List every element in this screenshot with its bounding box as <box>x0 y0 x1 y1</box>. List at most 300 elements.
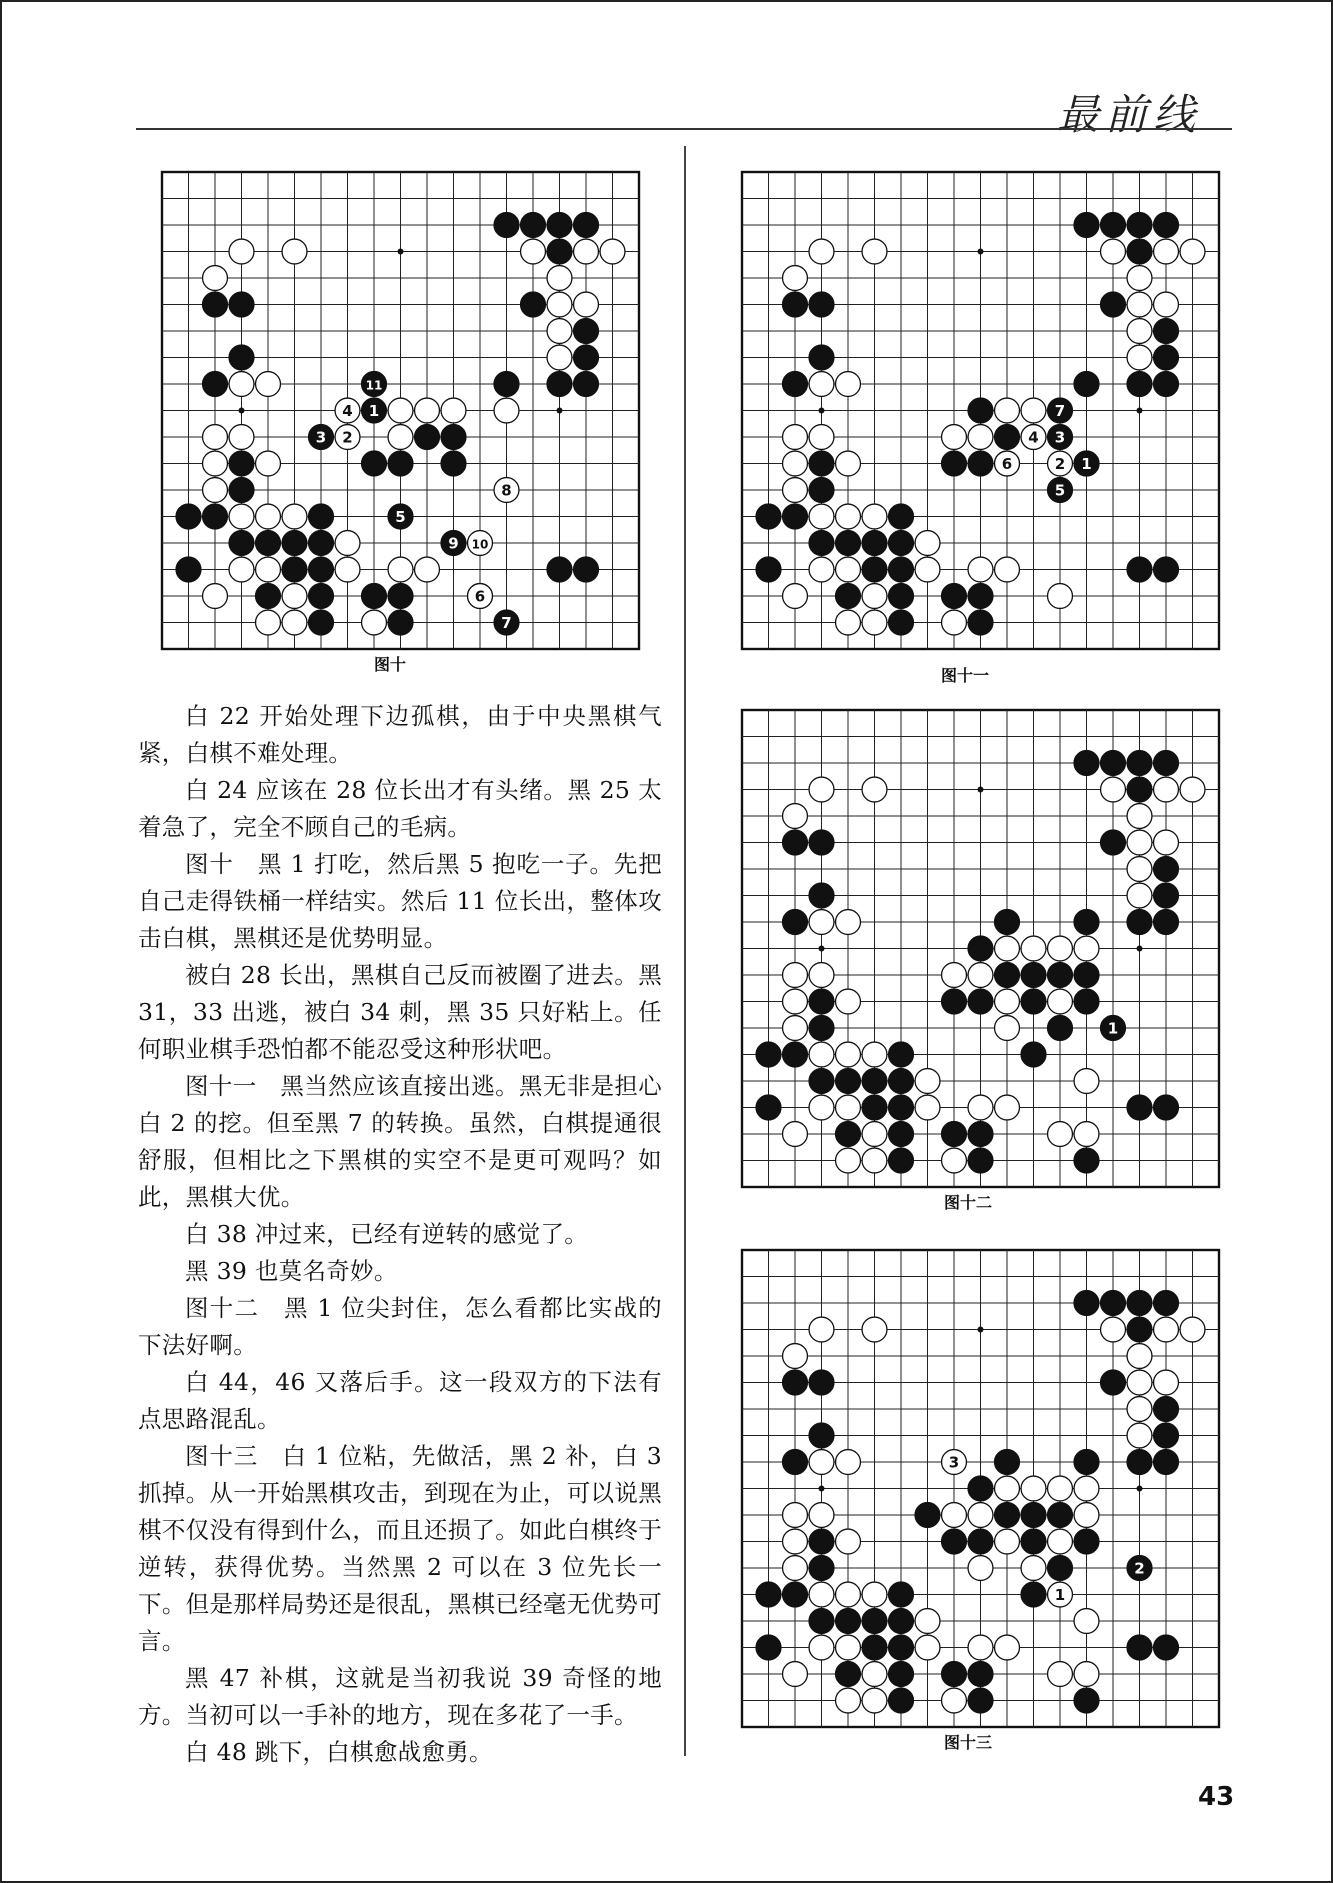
white-stone <box>547 345 572 370</box>
move-number-label: 1 <box>1081 455 1092 473</box>
white-stone <box>1048 1529 1073 1554</box>
move-number-label: 4 <box>342 402 353 420</box>
black-stone <box>889 1069 914 1094</box>
black-stone <box>1154 1635 1179 1660</box>
white-stone <box>1127 319 1152 344</box>
black-stone <box>1074 1291 1099 1316</box>
white-stone <box>836 989 861 1014</box>
white-stone <box>783 804 808 829</box>
white-stone <box>547 319 572 344</box>
black-stone <box>809 478 834 503</box>
white-stone <box>388 557 413 582</box>
white-stone <box>547 266 572 291</box>
black-stone <box>1154 213 1179 238</box>
go-diagram-12 <box>730 698 1204 1180</box>
star-point <box>1137 1486 1143 1492</box>
white-stone <box>942 963 967 988</box>
black-stone <box>968 989 993 1014</box>
black-stone <box>1127 910 1152 935</box>
white-stone <box>783 1016 808 1041</box>
star-point <box>978 249 984 255</box>
white-stone <box>942 425 967 450</box>
black-stone <box>574 557 599 582</box>
black-stone <box>968 1662 993 1687</box>
white-stone <box>809 910 834 935</box>
paragraph: 白 22 开始处理下边孤棋，由于中央黑棋气紧，白棋不难处理。 <box>138 702 662 767</box>
white-stone <box>1101 777 1126 802</box>
white-stone <box>836 1688 861 1713</box>
black-stone <box>889 1635 914 1660</box>
white-stone <box>942 1688 967 1713</box>
black-stone <box>968 1529 993 1554</box>
white-stone <box>783 1662 808 1687</box>
black-stone <box>441 425 466 450</box>
black-stone <box>836 531 861 556</box>
black-stone <box>1021 1582 1046 1607</box>
star-point <box>557 408 563 414</box>
black-stone <box>889 504 914 529</box>
numbered-moves <box>1101 1016 1126 1041</box>
page-number: 43 <box>1198 1782 1235 1812</box>
black-stone <box>574 213 599 238</box>
white-stone <box>1048 1662 1073 1687</box>
black-stone <box>756 1042 781 1067</box>
black-stone <box>1154 557 1179 582</box>
black-stone <box>783 1042 808 1067</box>
black-stone <box>1074 963 1099 988</box>
white-stone <box>862 1662 887 1687</box>
black-stone <box>203 372 228 397</box>
white-stone <box>968 1635 993 1660</box>
black-stone <box>836 584 861 609</box>
white-stone <box>862 777 887 802</box>
black-stone <box>809 1529 834 1554</box>
black-stone <box>809 1609 834 1634</box>
commentary-text <box>138 698 662 1771</box>
black-stone <box>783 292 808 317</box>
move-number-label: 11 <box>365 378 383 393</box>
black-stone <box>862 1095 887 1120</box>
white-stone <box>862 1042 887 1067</box>
star-point <box>978 787 984 793</box>
white-stone <box>574 239 599 264</box>
black-stone <box>942 1529 967 1554</box>
black-stone <box>1127 1635 1152 1660</box>
black-stone <box>809 830 834 855</box>
black-stone <box>1154 751 1179 776</box>
white-stone <box>783 963 808 988</box>
black-stone <box>942 451 967 476</box>
white-stone <box>256 557 281 582</box>
white-stone <box>335 531 360 556</box>
black-stone <box>362 584 387 609</box>
black-stone <box>1101 213 1126 238</box>
black-stone <box>968 451 993 476</box>
black-stone <box>1127 777 1152 802</box>
black-stone <box>1154 1423 1179 1448</box>
black-stone <box>521 292 546 317</box>
move-number-label: 9 <box>448 534 459 553</box>
paragraph: 图十三 白 1 位粘，先做活，黑 2 补，白 3 抓掉。从一开始黑棋攻击，到现在为止，可以说黑棋不仅没有得到什么，而且还损了。如此白棋终于逆转，获得优势。当然黑 2 可以在 3 位先长一下。但是那样局势还是很乱，黑棋已经毫无优势可言。 <box>138 1442 662 1655</box>
move-number-label: 2 <box>1054 455 1066 473</box>
black-stone <box>1021 1503 1046 1528</box>
black-stone <box>494 213 519 238</box>
black-stone <box>203 504 228 529</box>
white-stone <box>1154 830 1179 855</box>
white-stone <box>836 1450 861 1475</box>
black-stone <box>889 610 914 635</box>
white-stone <box>783 584 808 609</box>
black-stone <box>862 1635 887 1660</box>
black-stone <box>1154 319 1179 344</box>
white-stone <box>1074 1476 1099 1501</box>
black-stone <box>1021 1042 1046 1067</box>
black-stone <box>783 372 808 397</box>
white-stone <box>229 425 254 450</box>
white-stone <box>1048 989 1073 1014</box>
black-stone <box>1154 345 1179 370</box>
star-point <box>1137 408 1143 414</box>
black-stone <box>809 1069 834 1094</box>
white-stone <box>836 557 861 582</box>
white-stone <box>862 1688 887 1713</box>
black-stone <box>995 1503 1020 1528</box>
black-stone <box>995 963 1020 988</box>
black-stone <box>783 830 808 855</box>
white-stone <box>1127 1370 1152 1395</box>
black-stone <box>1154 883 1179 908</box>
star-point <box>978 1327 984 1333</box>
white-stone <box>203 478 228 503</box>
black-stone <box>309 504 334 529</box>
black-stone <box>1074 1688 1099 1713</box>
black-stone <box>415 425 440 450</box>
white-stone <box>1154 777 1179 802</box>
white-stone <box>494 398 519 423</box>
white-stone <box>1127 292 1152 317</box>
black-stone <box>836 1122 861 1147</box>
black-stone <box>203 292 228 317</box>
black-stone <box>1021 1529 1046 1554</box>
white-stone <box>783 1556 808 1581</box>
black-stone <box>1048 1016 1073 1041</box>
white-stone <box>203 425 228 450</box>
white-stone <box>836 1148 861 1173</box>
black-stone <box>229 292 254 317</box>
black-stone <box>1074 910 1099 935</box>
paragraph: 黑 39 也莫名奇妙。 <box>185 1257 398 1285</box>
black-stone <box>756 1635 781 1660</box>
white-stone <box>1101 1317 1126 1342</box>
move-number-label: 5 <box>1054 481 1066 500</box>
white-stone <box>968 1503 993 1528</box>
black-stone <box>968 398 993 423</box>
white-stone <box>600 239 625 264</box>
black-stone <box>388 584 413 609</box>
black-stone <box>1127 213 1152 238</box>
paragraph: 图十 黑 1 打吃，然后黑 5 抱吃一子。先把自己走得铁桶一样结实。然后 11 位长出，整体攻击白棋，黑棋还是优势明显。 <box>138 850 662 952</box>
white-stone <box>968 1095 993 1120</box>
paragraph: 白 44，46 又落后手。这一段双方的下法有点思路混乱。 <box>138 1368 662 1433</box>
black-stone <box>1048 1503 1073 1528</box>
white-stone <box>229 557 254 582</box>
white-stone <box>862 504 887 529</box>
white-stone <box>1127 830 1152 855</box>
move-number-label: 1 <box>368 402 380 420</box>
black-stone <box>889 1662 914 1687</box>
move-number-label: 5 <box>395 508 406 526</box>
white-stone <box>1127 345 1152 370</box>
black-stone <box>995 910 1020 935</box>
paragraph: 白 38 冲过来，已经有逆转的感觉了。 <box>185 1220 589 1248</box>
white-stone <box>256 451 281 476</box>
move-number-label: 8 <box>501 481 512 500</box>
white-stone <box>1180 1317 1205 1342</box>
white-stone <box>1180 777 1205 802</box>
white-stone <box>1048 936 1073 961</box>
black-stone <box>809 1370 834 1395</box>
move-number-label: 3 <box>1054 428 1066 447</box>
white-stone <box>1074 1609 1099 1634</box>
black-stone <box>547 557 572 582</box>
paragraph: 白 24 应该在 28 位长出才有头绪。黑 25 太着急了，完全不顾自己的毛病。 <box>138 776 662 841</box>
go-diagram-13 <box>730 1238 1204 1720</box>
black-stone <box>1101 1370 1126 1395</box>
black-stone <box>1074 372 1099 397</box>
white-stone <box>1048 584 1073 609</box>
white-stone <box>783 478 808 503</box>
black-stone <box>756 1095 781 1120</box>
black-stone <box>1021 963 1046 988</box>
black-stone <box>809 1016 834 1041</box>
white-stone <box>836 504 861 529</box>
white-stone <box>1074 936 1099 961</box>
star-point <box>819 408 825 414</box>
white-stone <box>809 1317 834 1342</box>
white-stone <box>836 1042 861 1067</box>
black-stone <box>1048 963 1073 988</box>
black-stone <box>889 1148 914 1173</box>
white-stone <box>229 239 254 264</box>
white-stone <box>809 1095 834 1120</box>
black-stone <box>1101 830 1126 855</box>
black-stone <box>309 531 334 556</box>
black-stone <box>388 451 413 476</box>
black-stone <box>889 1609 914 1634</box>
black-stone <box>756 1582 781 1607</box>
white-stone <box>1127 1423 1152 1448</box>
star-point <box>819 946 825 952</box>
white-stone <box>836 372 861 397</box>
paragraph: 被白 28 长出，黑棋自己反而被圈了进去。黑 31，33 出逃，被白 34 刺，黑 35 只好粘上。任何职业棋手恐怕都不能忍受这种形状吧。 <box>138 961 662 1063</box>
white-stone <box>783 266 808 291</box>
white-stone <box>783 1122 808 1147</box>
white-stone <box>809 1582 834 1607</box>
move-number-label: 2 <box>1134 1559 1145 1578</box>
black-stone <box>1101 1291 1126 1316</box>
white-stone <box>1074 1503 1099 1528</box>
move-number-label: 3 <box>948 1453 960 1472</box>
black-stone <box>547 213 572 238</box>
white-stone <box>1154 292 1179 317</box>
white-stone <box>388 398 413 423</box>
move-number-label: 1 <box>1054 1586 1066 1604</box>
move-number-label: 7 <box>501 614 512 632</box>
white-stone <box>1021 936 1046 961</box>
black-stone <box>547 239 572 264</box>
black-stone <box>809 451 834 476</box>
white-stone <box>574 292 599 317</box>
black-stone <box>1127 1095 1152 1120</box>
white-stone <box>1074 1662 1099 1687</box>
black-stone <box>1101 751 1126 776</box>
move-number-label: 3 <box>315 428 327 447</box>
white-stone <box>995 1016 1020 1041</box>
white-stone <box>783 451 808 476</box>
paragraph: 白 48 跳下，白棋愈战愈勇。 <box>185 1738 493 1766</box>
black-stone <box>889 1688 914 1713</box>
black-stone <box>889 1095 914 1120</box>
black-stone <box>1074 1148 1099 1173</box>
black-stone <box>862 531 887 556</box>
black-stone <box>1074 989 1099 1014</box>
white-stone <box>809 1042 834 1067</box>
white-stone <box>809 239 834 264</box>
white-stone <box>915 531 940 556</box>
white-stone <box>282 239 307 264</box>
white-stone <box>1021 1556 1046 1581</box>
black-stone <box>1127 1317 1152 1342</box>
white-stone <box>282 610 307 635</box>
black-stone <box>1127 751 1152 776</box>
black-stone <box>968 1476 993 1501</box>
white-stone <box>783 1503 808 1528</box>
black-stone <box>574 319 599 344</box>
white-stone <box>809 504 834 529</box>
black-stone <box>229 451 254 476</box>
white-stone <box>942 1148 967 1173</box>
white-stone <box>809 1450 834 1475</box>
running-header-title: 最前线 <box>1056 90 1201 139</box>
black-stone <box>1074 213 1099 238</box>
black-stone <box>995 425 1020 450</box>
white-stone <box>915 1069 940 1094</box>
black-stone <box>1048 1556 1073 1581</box>
star-point <box>1137 946 1143 952</box>
white-stone <box>415 557 440 582</box>
move-number-label: 6 <box>474 587 486 606</box>
white-stone <box>809 963 834 988</box>
white-stone <box>995 1476 1020 1501</box>
black-stone <box>809 292 834 317</box>
white-stone <box>521 239 546 264</box>
white-stone <box>968 963 993 988</box>
black-stone <box>1074 1529 1099 1554</box>
black-stone <box>836 1662 861 1687</box>
black-stone <box>783 504 808 529</box>
black-stone <box>388 610 413 635</box>
star-point <box>239 408 245 414</box>
black-stone <box>942 1122 967 1147</box>
black-stone <box>441 451 466 476</box>
black-stone <box>1127 372 1152 397</box>
black-stone <box>809 1556 834 1581</box>
black-stone <box>521 213 546 238</box>
black-stone <box>968 610 993 635</box>
white-stone <box>995 1529 1020 1554</box>
white-stone <box>836 1529 861 1554</box>
white-stone <box>995 1635 1020 1660</box>
black-stone <box>229 531 254 556</box>
black-stone <box>1074 751 1099 776</box>
black-stone <box>1127 1450 1152 1475</box>
black-stone <box>1127 239 1152 264</box>
black-stone <box>836 1069 861 1094</box>
white-stone <box>547 292 572 317</box>
white-stone <box>1101 239 1126 264</box>
black-stone <box>309 584 334 609</box>
column-divider <box>684 146 686 1756</box>
black-stone <box>889 584 914 609</box>
white-stone <box>1180 239 1205 264</box>
white-stone <box>836 1582 861 1607</box>
white-stone <box>1127 883 1152 908</box>
white-stone <box>1074 1069 1099 1094</box>
white-stone <box>362 610 387 635</box>
white-stone <box>915 1609 940 1634</box>
white-stone <box>836 1095 861 1120</box>
black-stone <box>809 989 834 1014</box>
paragraph: 图十二 黑 1 位尖封住，怎么看都比实战的下法好啊。 <box>138 1294 662 1359</box>
white-stone <box>1154 1317 1179 1342</box>
white-stone <box>995 936 1020 961</box>
white-stone <box>1127 804 1152 829</box>
white-stone <box>1127 1344 1152 1369</box>
black-stone <box>547 372 572 397</box>
black-stone <box>915 1503 940 1528</box>
black-stone <box>862 1609 887 1634</box>
black-stone <box>256 531 281 556</box>
black-stone <box>1074 1450 1099 1475</box>
black-stone <box>309 610 334 635</box>
white-stone <box>836 451 861 476</box>
white-stone <box>862 239 887 264</box>
paragraph: 图十一 黑当然应该直接出逃。黑无非是担心白 2 的挖。但至黑 7 的转换。虽然，白棋提通很舒服，但相比之下黑棋的实空不是更可观吗？如此，黑棋大优。 <box>138 1072 662 1211</box>
move-number-label: 4 <box>1028 428 1039 447</box>
caption-diagram-10: 图十 <box>373 655 406 674</box>
black-stone <box>229 478 254 503</box>
black-stone <box>783 1450 808 1475</box>
black-stone <box>1154 1450 1179 1475</box>
white-stone <box>1154 1370 1179 1395</box>
black-stone <box>783 1582 808 1607</box>
white-stone <box>1021 1476 1046 1501</box>
white-stone <box>862 584 887 609</box>
white-stone <box>1127 266 1152 291</box>
black-stone <box>282 557 307 582</box>
white-stone <box>968 425 993 450</box>
black-stone <box>756 504 781 529</box>
white-stone <box>1021 398 1046 423</box>
go-diagram-10 <box>150 160 624 642</box>
move-number-label: 6 <box>1001 455 1013 473</box>
move-number-label: 10 <box>471 537 489 552</box>
white-stone <box>203 266 228 291</box>
black-stone <box>968 936 993 961</box>
white-stone <box>862 610 887 635</box>
black-stone <box>1154 857 1179 882</box>
white-stone <box>388 425 413 450</box>
